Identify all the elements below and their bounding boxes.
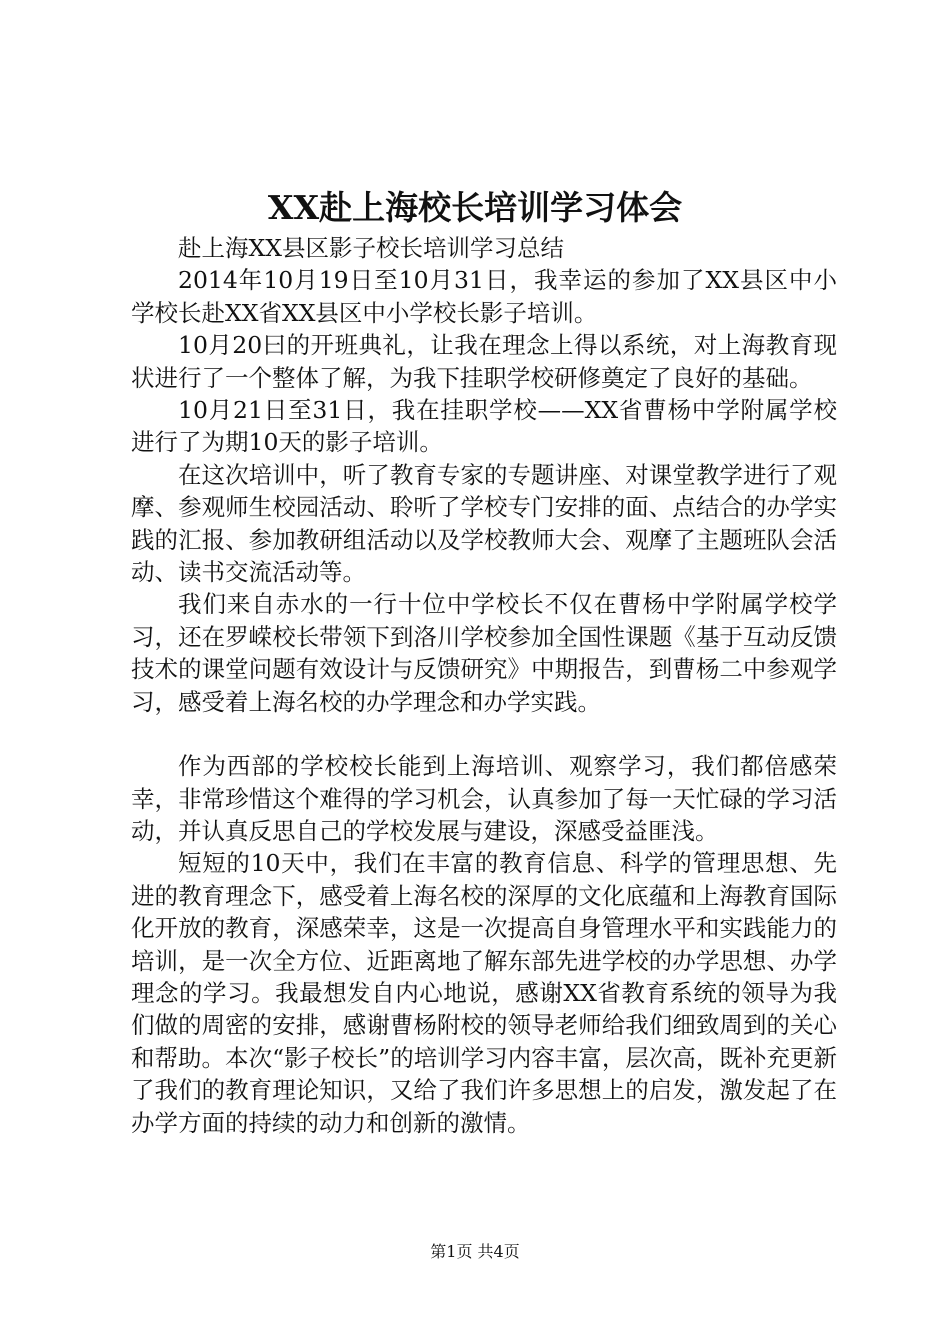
paragraph-subtitle: 赴上海XX县区影子校长培训学习总结 — [178, 234, 564, 262]
paragraph: 10月21日至31日，我在挂职学校——XX省曹杨中学附属学校进行了为期10天的影子培训。 — [131, 396, 837, 457]
paragraph: 10月20曰的开班典礼，让我在理念上得以系统，对上海教育现状进行了一个整体了解，为我下挂职学校研修奠定了良好的基础。 — [131, 331, 837, 392]
document-body — [131, 232, 837, 1139]
paragraph: 作为西部的学校校长能到上海培训、观察学习，我们都倍感荣幸，非常珍惜这个难得的学习机会，认真参加了每一天忙碌的学习活动，并认真反思自己的学校发展与建设，深感受益匪浅。 — [131, 752, 837, 845]
paragraph-spacer — [131, 718, 837, 750]
paragraph: 我们来自赤水的一行十位中学校长不仅在曹杨中学附属学校学习，还在罗嵘校长带领下到洛川学校参加全国性课题《基于互动反馈技术的课堂问题有效设计与反馈研究》中期报告，到曹杨二中参观学习，感受着上海名校的办学理念和办学实践。 — [131, 590, 837, 716]
paragraph: 在这次培训中，听了教育专家的专题讲座、对课堂教学进行了观摩、参观师生校园活动、聆听了学校专门安排的面、点结合的办学实践的汇报、参加教研组活动以及学校教师大会、观摩了主题班队会活动、读书交流活动等。 — [131, 460, 837, 587]
document-title: XX赴上海校长培训学习体会 — [267, 188, 683, 227]
page-number-footer: 第1页 共4页 — [430, 1242, 520, 1261]
paragraph: 2014年10月19日至10月31日，我幸运的参加了XX县区中小学校长赴XX省XX县区中小学校长影子培训。 — [131, 266, 837, 327]
paragraph: 短短的10天中，我们在丰富的教育信息、科学的管理思想、先进的教育理念下，感受着上海名校的深厚的文化底蕴和上海教育国际化开放的教育，深感荣幸，这是一次提高自身管理水平和实践能力的培训，是一次全方位、近距离地了解东部先进学校的办学思想、办学理念的学习。我最想发自内心地说，感谢XX省教育系统的领导为我们做的周密的安排，感谢曹杨附校的领导老师给我们细致周到的关心和帮助。本次“影子校长”的培训学习内容丰富，层次高，既补充更新了我们的教育理论知识，又给了我们许多思想上的启发，激发起了在办学方面的持续的动力和创新的激情。 — [131, 849, 837, 1137]
